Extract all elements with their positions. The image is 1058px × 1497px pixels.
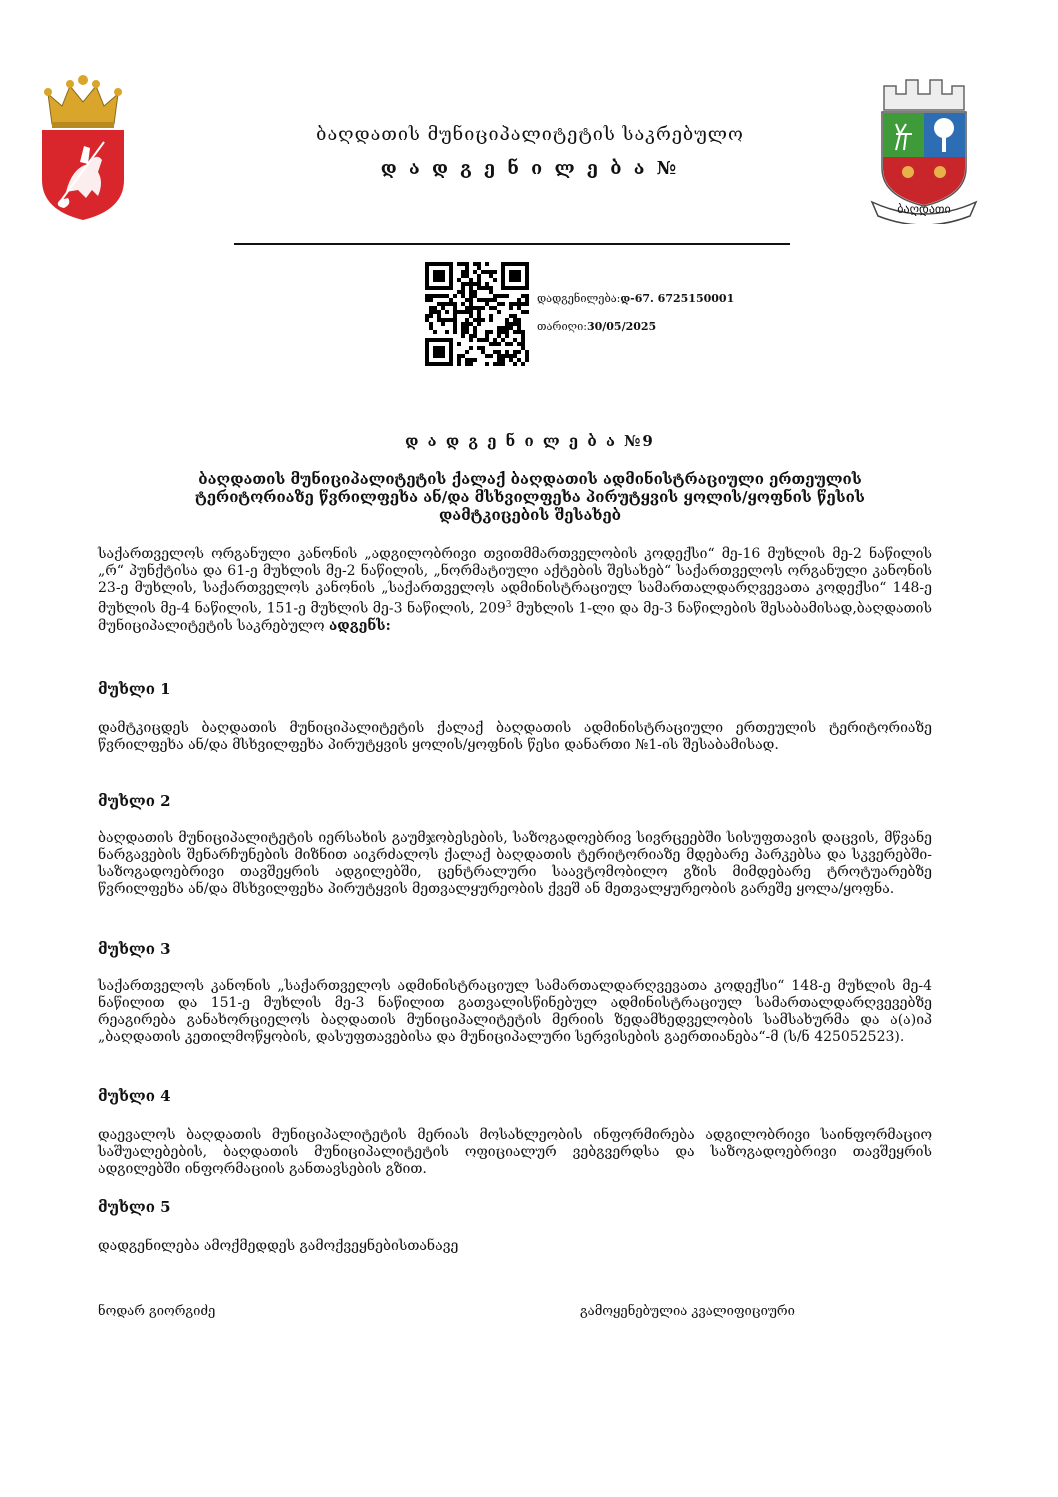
qr-module [489,314,493,318]
qr-module [525,294,529,298]
qr-module [437,318,441,322]
qr-module [469,290,473,294]
qr-module [473,326,477,330]
qr-module [485,298,489,302]
qr-module [441,322,445,326]
resolution-number [537,292,734,305]
qr-module [453,310,457,314]
qr-module [433,270,445,282]
qr-module [477,274,481,278]
qr-module [465,310,469,314]
qr-module [441,306,445,310]
qr-module [525,354,529,358]
qr-module [449,302,453,306]
qr-module [473,318,477,322]
qr-module [429,314,433,318]
article-3-text: საქართველოს კანონის „საქართველოს ადმინისტრაციულ სამართალდარღვევათა კოდექსი“ 148-ე მუხლის მე-4 ნაწილით და 151-ე მუხლის მე-3 ნაწილით გათვალისწინებულ ადმინისტრაციულ სამართალდარღვევებზე რეაგირება განახორციელოს ბაღდათის მუნიციპალიტეტის მერიის ზედამხედველობის სამსახურმა და ა(ა)იპ „ბაღდათის კეთილმოწყობის, დასუფთავებისა და მუნიციპალური სერვისების გაერთიანება“-მ (ს/ნ 425052523). [98,978,932,1045]
qr-module [445,330,449,334]
qr-module [513,338,517,342]
article-4-text: დაევალოს ბაღდათის მუნიციპალიტეტის მერიას მოსახლეობის ინფორმირება ადგილობრივი საინფორმაციო საშუალებების, ბაღდათის მუნიციპალიტეტის ოფიციალურ ვებგვერდსა და საზოგადოებრივი თავშეყრის ადგილებში ინფორმაციის განთავსების გზით. [98,1127,932,1177]
article-2-heading: მუხლი 2 [98,792,171,810]
number-label: დადგენილება: [537,292,621,305]
qr-module [513,322,517,326]
qr-module [517,302,521,306]
qr-module [429,322,433,326]
qr-module [441,318,445,322]
qr-module [505,322,509,326]
qr-module [501,338,505,342]
qr-module [445,310,449,314]
qr-module [449,318,453,322]
qr-module [465,298,469,302]
qr-module [429,326,433,330]
qr-module [453,322,457,326]
qr-module [465,358,469,362]
qr-module [497,326,501,330]
qr-module [469,322,473,326]
qr-module [461,274,465,278]
qr-module [485,330,489,334]
preamble-bold-end: ადგენს: [328,617,391,634]
qr-module [517,306,521,310]
qr-module [501,326,505,330]
qr-module [521,310,525,314]
qr-module [465,266,469,270]
qr-module [497,354,501,358]
qr-module [481,318,485,322]
qr-module [497,310,501,314]
qr-module [469,362,473,366]
qr-module [469,306,473,310]
qr-module [477,286,481,290]
qr-module [441,302,445,306]
qr-module [465,362,469,366]
preamble-text-cont: მუხლის 1-ლი და მე-3 ნაწილების შესაბამისად,ბაღდათის მუნიციპალიტეტის საკრებულო [98,600,932,634]
qr-module [517,318,521,322]
date-value: 30/05/2025 [586,320,657,333]
qr-module [509,358,513,362]
qr-module [469,334,473,338]
qr-module [469,286,473,290]
article-5-heading: მუხლი 5 [98,1198,171,1216]
qr-module [437,310,441,314]
qr-module [441,294,445,298]
qr-module [433,346,445,358]
qr-module [521,330,525,334]
qr-module [473,262,477,266]
qr-module [453,302,457,306]
qr-module [477,310,481,314]
qr-module [521,342,525,346]
qr-module [505,350,509,354]
preamble-paragraph [98,546,932,635]
qr-module [521,346,525,350]
qr-module [493,298,497,302]
qr-module [513,362,517,366]
qr-module [489,306,493,310]
qr-module [509,314,513,318]
qr-module [461,286,465,290]
qr-module [425,314,429,318]
qr-module [505,342,509,346]
qr-module [461,330,465,334]
qr-module [469,298,473,302]
qr-module [429,294,433,298]
qr-module [505,334,509,338]
qr-module [497,302,501,306]
qr-module [457,290,461,294]
qr-module [429,306,433,310]
qr-module [469,358,473,362]
qr-module [505,330,509,334]
qr-module [489,270,493,274]
qr-module [477,262,481,266]
qr-module [477,318,481,322]
qr-module [461,322,465,326]
qr-module [433,306,437,310]
date-label: თარიღი: [537,320,587,333]
qr-module [501,362,505,366]
qr-module [433,294,437,298]
qr-module [513,350,517,354]
qr-module [473,334,477,338]
qr-module [477,306,481,310]
qr-module [469,310,473,314]
qr-module [521,302,525,306]
qr-module [473,290,477,294]
qr-module [509,302,513,306]
signature-status: გამოყენებულია კვალიფიციური [580,1304,795,1319]
qr-module [453,326,457,330]
qr-module [517,326,521,330]
qr-module [473,330,477,334]
qr-module [453,330,457,334]
subtitle-line: ტერიტორიაზე წვრილფეხა ან/და მსხვილფეხა პირუტყვის ყოლის/ყოფნის წესის [195,488,865,506]
qr-module [477,346,481,350]
qr-module [461,334,465,338]
qr-module [501,330,505,334]
qr-module [453,318,457,322]
qr-module [525,298,529,302]
qr-module [517,342,521,346]
qr-module [485,334,489,338]
georgia-coat-of-arms [38,72,128,222]
resolution-date [537,320,656,333]
qr-module [473,306,477,310]
qr-module [497,358,501,362]
qr-module [457,354,461,358]
qr-module [509,322,513,326]
qr-module [489,274,493,278]
qr-module [493,270,497,274]
qr-module [513,302,517,306]
qr-module [525,310,529,314]
qr-module [489,290,493,294]
qr-module [501,302,505,306]
qr-module [465,306,469,310]
qr-module [477,314,481,318]
qr-module [465,282,469,286]
qr-module [461,310,465,314]
qr-module [493,306,497,310]
qr-module [521,338,525,342]
qr-module [425,298,429,302]
qr-module [493,350,497,354]
emblem-ribbon-text: ბაღდათი [897,202,951,216]
qr-module [433,310,437,314]
qr-module [473,358,477,362]
qr-module [481,338,485,342]
qr-module [453,294,457,298]
qr-module [461,282,465,286]
qr-module [489,318,493,322]
qr-module [497,334,501,338]
qr-module [437,302,441,306]
qr-module [509,354,513,358]
qr-module [461,354,465,358]
qr-module [485,338,489,342]
qr-module [457,362,461,366]
qr-module [429,310,433,314]
qr-module [461,326,465,330]
qr-module [481,270,485,274]
qr-module [497,362,501,366]
qr-module [517,358,521,362]
qr-module [461,294,465,298]
resolution-header: დ ა დ გ ე ნ ი ლ ე ბ ა № [380,158,680,179]
qr-module [517,330,521,334]
subtitle-line: ბაღდათის მუნიციპალიტეტის ქალაქ ბაღდათის ადმინისტრაციული ერთეულის [198,470,862,488]
qr-module [497,294,501,298]
qr-module [469,314,473,318]
qr-module [509,270,521,282]
qr-module [457,278,461,282]
qr-module [445,294,449,298]
qr-module [485,282,489,286]
qr-module [525,302,529,306]
signatory-name: ნოდარ გიორგიძე [98,1304,216,1319]
preamble-sup: 3 [505,600,512,610]
qr-module [425,294,429,298]
qr-module [445,302,449,306]
qr-module [489,298,493,302]
qr-module [481,346,485,350]
qr-module [481,350,485,354]
qr-module [425,318,429,322]
qr-code [425,262,529,366]
qr-module [497,342,501,346]
qr-module [469,302,473,306]
article-2-text: ბაღდათის მუნიციპალიტეტის იერსახის გაუმჯობესების, საზოგადოებრივ სივრცეებში სისუფთავის დაცვის, მწვანე ნარგავების შენარჩუნების მიზნით აიკრძალოს ქალაქ ბაღდათის ტერიტორიაზე მდებარე პარკებსა და სკვერებში-საზოგადოებრივი თავშეყრის ადგილებში, ცენტრალური საავტომობილო გზის მიმდებარე ტროტუარებზე წვრილფეხა ან/და მსხვილფეხა პირუტყვის მეთვალყურეობის ქვეშ ან მეთვალყურეობის გარეშე ყოლა/ყოფნა. [98,830,932,897]
qr-module [485,362,489,366]
qr-module [489,354,493,358]
qr-module [461,262,465,266]
qr-module [433,330,437,334]
qr-module [493,294,497,298]
qr-module [457,358,461,362]
qr-module [449,298,453,302]
qr-module [513,330,517,334]
qr-module [497,350,501,354]
qr-module [489,342,493,346]
qr-module [485,270,489,274]
qr-module [501,358,505,362]
qr-module [437,314,441,318]
qr-module [477,266,481,270]
qr-module [469,338,473,342]
baghdati-emblem [866,72,982,224]
qr-module [525,350,529,354]
qr-module [521,334,525,338]
qr-module [465,270,469,274]
qr-module [477,338,481,342]
qr-module [457,342,461,346]
qr-module [469,278,473,282]
article-3-heading: მუხლი 3 [98,940,171,958]
qr-module [485,286,489,290]
qr-module [513,318,517,322]
number-value: დ-67. 6725150001 [620,292,735,305]
qr-module [457,262,461,266]
preamble-text: საქართველოს ორგანული კანონის „ადგილობრივი თვითმმართველობის კოდექსი“ მე-16 მუხლის მე-2 ნაწილის „რ“ პუნქტისა და 61-ე მუხლის მე-2 ნაწილის, „ნორმატიული აქტების შესახებ“ საქართველოს ორგანული კანონის 23-ე მუხლის, საქართველოს კანონის „საქართველოს ადმინისტრაციულ სამართალდარღვევათა კოდექსი“ 148-ე მუხლის მე-4 ნაწილის, 151-ე მუხლის მე-3 ნაწილის, 209 [98,546,932,617]
qr-module [465,326,469,330]
qr-module [469,282,473,286]
qr-module [521,294,525,298]
qr-module [501,354,505,358]
qr-module [465,262,469,266]
qr-module [473,294,477,298]
qr-module [493,342,497,346]
article-5-text: დადგენილება ამოქმედდეს გამოქვეყნებისთანავე [98,1238,459,1254]
document-heading: დ ა დ გ ე ნ ი ლ ე ბ ა №9 [405,432,655,450]
qr-module [481,286,485,290]
qr-module [477,278,481,282]
qr-module [505,354,509,358]
qr-module [485,302,489,306]
qr-module [497,330,501,334]
qr-module [473,270,477,274]
qr-module [485,354,489,358]
qr-module [453,314,457,318]
qr-module [473,282,477,286]
qr-module [429,298,433,302]
qr-module [461,290,465,294]
qr-module [481,298,485,302]
qr-module [481,306,485,310]
qr-module [493,338,497,342]
qr-module [477,322,481,326]
qr-module [509,326,513,330]
qr-module [525,358,529,362]
qr-module [493,278,497,282]
qr-module [461,270,465,274]
qr-module [493,362,497,366]
qr-module [465,318,469,322]
qr-module [489,286,493,290]
qr-module [445,318,449,322]
qr-module [501,294,505,298]
council-name: ბაღდათის მუნიციპალიტეტის საკრებულო [316,124,744,145]
qr-module [517,298,521,302]
qr-module [485,262,489,266]
qr-module [517,350,521,354]
qr-module [461,302,465,306]
qr-module [465,322,469,326]
qr-module [521,362,525,366]
qr-module [505,326,509,330]
qr-module [465,274,469,278]
document-subtitle [120,470,940,524]
subtitle-line: დამტკიცების შესახებ [438,506,622,524]
qr-module [453,306,457,310]
qr-module [509,306,513,310]
qr-module [465,330,469,334]
qr-module [505,294,509,298]
qr-module [477,282,481,286]
header-divider [234,243,790,245]
article-1-heading: მუხლი 1 [98,680,171,698]
qr-module [517,322,521,326]
qr-module [469,346,473,350]
qr-module [489,330,493,334]
qr-module [437,294,441,298]
article-1-text: დამტკიცდეს ბაღდათის მუნიციპალიტეტის ქალაქ ბაღდათის ადმინისტრაციული ერთეულის ტერიტორიაზე წვრილფეხა ან/და მსხვილფეხა პირუტყვის ყოლის/ყოფნის წესი დანართი №1-ის შესაბამისად. [98,720,932,753]
qr-module [477,298,481,302]
qr-module [505,318,509,322]
qr-module [465,350,469,354]
qr-module [457,310,461,314]
qr-module [513,354,517,358]
qr-module [469,294,473,298]
qr-module [513,314,517,318]
qr-module [509,342,513,346]
article-4-heading: მუხლი 4 [98,1087,171,1105]
